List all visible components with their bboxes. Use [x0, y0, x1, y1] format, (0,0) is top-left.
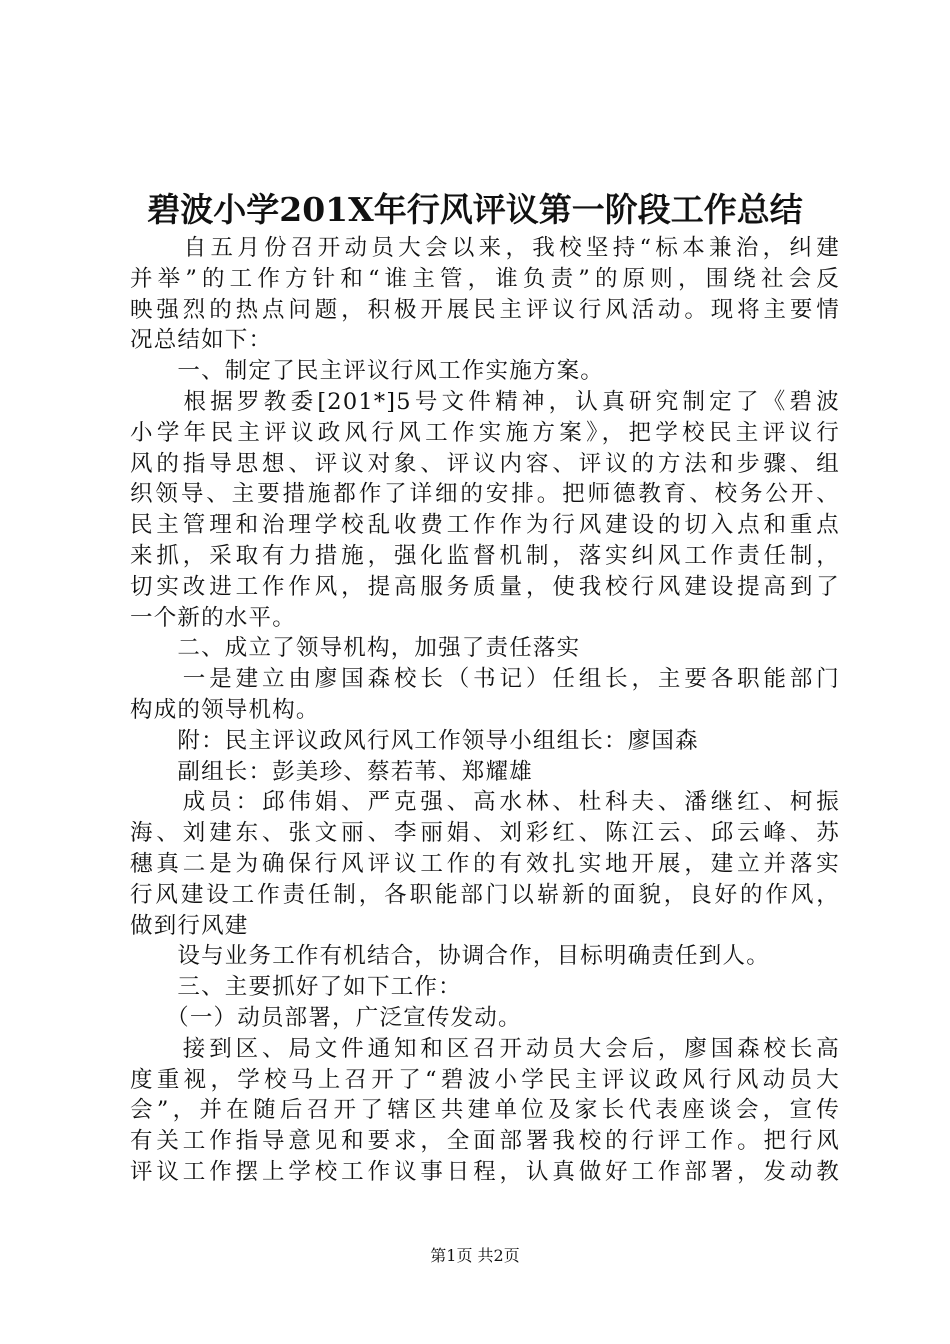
body-line: 海、刘建东、张文丽、李丽娟、刘彩红、陈江云、邱云峰、苏: [130, 820, 840, 847]
body-line: 有关工作指导意见和要求，全面部署我校的行评工作。把行风: [130, 1128, 840, 1155]
document-title: 碧波小学201X年行风评议第一阶段工作总结: [147, 190, 803, 229]
body-line: 一个新的水平。: [130, 604, 296, 631]
body-line: 自五月份召开动员大会以来，我校坚持“标本兼治，纠建: [130, 235, 840, 261]
section-heading: 二、成立了领导机构，加强了责任落实: [130, 635, 581, 662]
body-line: 并举”的工作方针和“谁主管，谁负责”的原则，围绕社会反: [130, 265, 840, 292]
body-line: 接到区、局文件通知和区召开动员大会后，廖国森校长高: [130, 1035, 840, 1062]
body-line: 映强烈的热点问题，积极开展民主评议行风活动。现将主要情: [130, 296, 840, 323]
body-line: 附：民主评议政风行风工作领导小组组长：廖国森: [130, 727, 699, 754]
body-line: 穗真二是为确保行风评议工作的有效扎实地开展，建立并落实: [130, 850, 840, 877]
body-line: 会”，并在随后召开了辖区共建单位及家长代表座谈会，宣传: [130, 1097, 840, 1124]
body-line: 设与业务工作有机结合，协调合作，目标明确责任到人。: [130, 943, 770, 970]
body-line: 副组长：彭美珍、蔡若苇、郑耀雄: [130, 758, 533, 785]
body-line: 成员：邱伟娟、严克强、高水林、杜科夫、潘继红、柯振: [130, 789, 840, 816]
body-line: 构成的领导机构。: [130, 696, 320, 723]
body-line: 织领导、主要措施都作了详细的安排。把师德教育、校务公开、: [130, 481, 840, 508]
body-line: 评议工作摆上学校工作议事日程，认真做好工作部署，发动教: [130, 1158, 840, 1185]
body-line: 切实改进工作作风，提高服务质量，使我校行风建设提高到了: [130, 573, 840, 600]
document-body: [130, 233, 840, 1188]
body-line: 风的指导思想、评议对象、评议内容、评议的方法和步骤、组: [130, 450, 840, 477]
section-heading: 三、主要抓好了如下工作：: [130, 974, 462, 1001]
body-line: 一是建立由廖国森校长（书记）任组长，主要各职能部门: [130, 666, 840, 693]
body-line: 小学年民主评议政风行风工作实施方案》，把学校民主评议行: [130, 419, 840, 446]
subsection-heading: （一）动员部署，广泛宣传发动。: [130, 1004, 522, 1031]
body-line: 来抓，采取有力措施，强化监督机制，落实纠风工作责任制，: [130, 542, 840, 569]
section-heading: 一、制定了民主评议行风工作实施方案。: [130, 358, 605, 385]
page-number-footer: 第1页 共2页: [430, 1246, 520, 1265]
body-line: 况总结如下：: [130, 327, 273, 354]
body-line: 根据罗教委[201*]5号文件精神，认真研究制定了《碧波: [130, 388, 840, 415]
body-line: 民主管理和治理学校乱收费工作作为行风建设的切入点和重点: [130, 512, 840, 539]
body-line: 行风建设工作责任制，各职能部门以崭新的面貌，良好的作风，: [130, 881, 840, 908]
body-line: 度重视，学校马上召开了“碧波小学民主评议政风行风动员大: [130, 1066, 840, 1093]
body-line: 做到行风建: [130, 912, 249, 939]
